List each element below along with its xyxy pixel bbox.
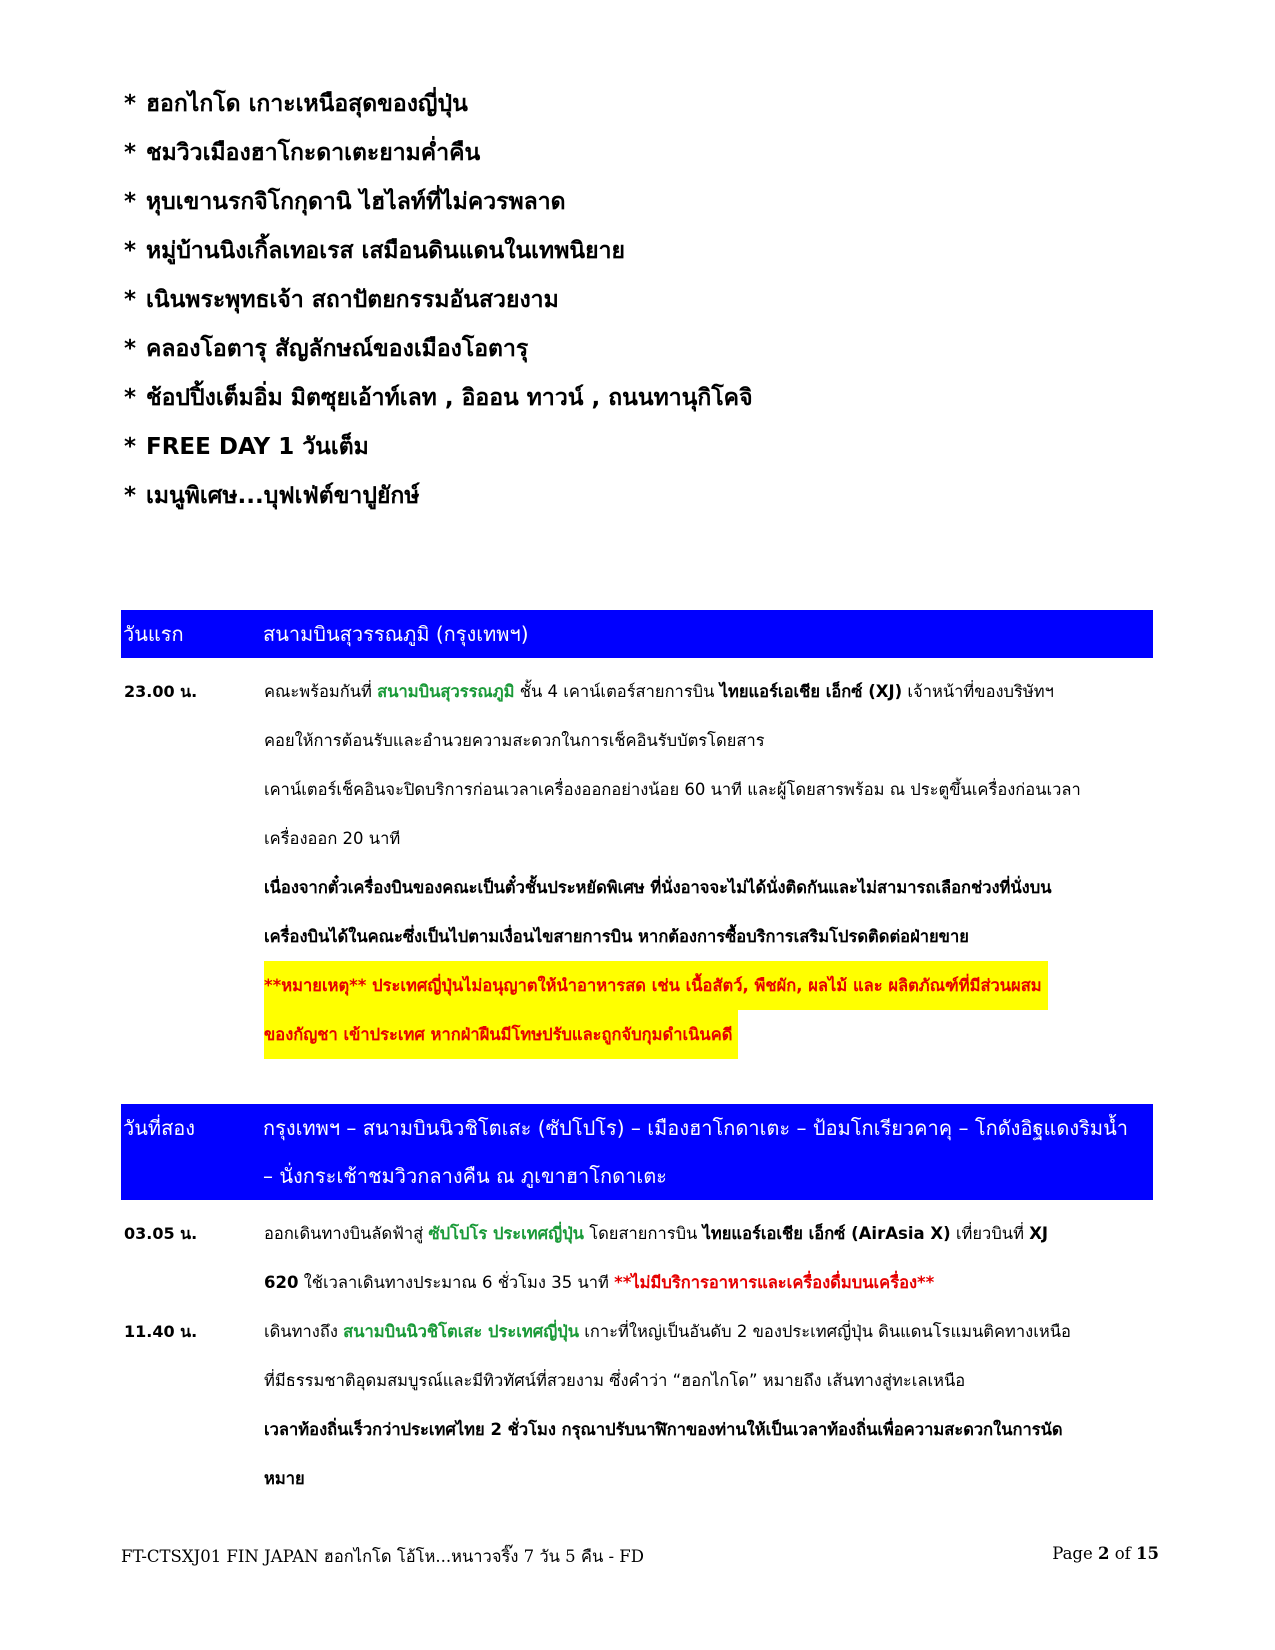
remark-line: [264, 1010, 1154, 1059]
highlight-text: ชมวิวเมืองฮาโกะดาเตะยามค่ำคืน: [146, 140, 481, 166]
highlight-text: ช้อปปิ้งเต็มอิ่ม มิตซุยเอ้าท์เลท , อิออน ทาวน์ , ถนนทานุกิโคจิ: [146, 385, 753, 411]
timezone-notice-line: เวลาท้องถิ่นเร็วกว่าประเทศไทย 2 ชั่วโมง กรุณาปรับนาฬิกาของท่านให้เป็นเวลาท้องถิ่นเพื่อความสะดวกในการนัด: [264, 1420, 1063, 1439]
bullet-star: *: [124, 287, 137, 313]
footer-page-number: [1052, 1544, 1159, 1563]
bullet-star: *: [124, 189, 137, 215]
text-line: [264, 1209, 1154, 1258]
airline-name: ไทยแอร์เอเชีย เอ็กซ์ (XJ): [719, 682, 903, 701]
flight-code: XJ: [1029, 1224, 1049, 1243]
highlight-item: [124, 423, 1024, 472]
no-meal-notice: **ไม่มีบริการอาหารและเครื่องดื่มบนเครื่อง**: [614, 1273, 935, 1292]
seat-notice-line: เนื่องจากตั๋วเครื่องบินของคณะเป็นตั๋วชั้นประหยัดพิเศษ ที่นั่งอาจจะไม่ได้นั่งติดกันและไม่สามารถเลือกช่วงที่นั่งบน: [264, 878, 1052, 897]
bullet-star: *: [124, 336, 137, 362]
highlight-item: [124, 227, 1024, 276]
airport-name: สนามบินสุวรรณภูมิ: [377, 682, 515, 701]
highlight-text: เนินพระพุทธเจ้า สถาปัตยกรรมอันสวยงาม: [146, 287, 559, 313]
text-run: ชั้น 4 เคาน์เตอร์สายการบิน: [514, 682, 720, 701]
text-run: เกาะที่ใหญ่เป็นอันดับ 2 ของประเทศญี่ปุ่น ดินแดนโรแมนติคทางเหนือ: [579, 1322, 1071, 1341]
current-page: 2: [1098, 1544, 1110, 1563]
highlight-item: [124, 178, 1024, 227]
highlight-text: เมนูพิเศษ...บุฟเฟ่ต์ขาปูยักษ์: [146, 483, 420, 509]
highlight-text: FREE DAY 1 วันเต็ม: [146, 434, 369, 460]
text-line: ที่มีธรรมชาติอุดมสมบูรณ์และมีทิวทัศน์ที่สวยงาม ซึ่งคำว่า “ฮอกไกโด” หมายถึง เส้นทางสู่ทะเลเหนือ: [264, 1371, 966, 1390]
day2-arrival-description: [264, 1307, 1154, 1503]
day1-title: สนามบินสุวรรณภูมิ (กรุงเทพฯ): [263, 622, 529, 646]
highlights-list: [124, 80, 1024, 521]
text-run: เจ้าหน้าที่ของบริษัทฯ: [902, 682, 1054, 701]
remark-line: [264, 961, 1154, 1010]
day1-description: [264, 667, 1154, 1059]
day1-time: 23.00 น.: [124, 682, 198, 701]
of-word: of: [1109, 1544, 1137, 1563]
day2-header: [121, 1104, 1153, 1200]
airline-name: ไทยแอร์เอเชีย เอ็กซ์ (AirAsia X): [702, 1224, 951, 1243]
highlight-text: ฮอกไกโด เกาะเหนือสุดของญี่ปุ่น: [146, 91, 468, 117]
flight-number: 620: [264, 1273, 299, 1292]
highlight-item: [124, 129, 1024, 178]
text-line: [264, 667, 1154, 716]
text-run: โดยสายการบิน: [583, 1224, 703, 1243]
airport-name: สนามบินนิวชิโตเสะ ประเทศญี่ปุ่น: [343, 1322, 580, 1341]
text-line: [264, 1258, 1154, 1307]
highlight-item: [124, 325, 1024, 374]
seat-notice-line: เครื่องบินได้ในคณะซึ่งเป็นไปตามเงื่อนไขสายการบิน หากต้องการซื้อบริการเสริมโปรดติดต่อฝ่ายขาย: [264, 927, 969, 946]
highlight-item: [124, 472, 1024, 521]
highlight-item: [124, 80, 1024, 129]
day2-title-line1: กรุงเทพฯ – สนามบินนิวชิโตเสะ (ซัปโปโร) – เมืองฮาโกดาเตะ – ป้อมโกเรียวคาคุ – โกดังอิฐแดงริมน้ำ: [263, 1116, 1128, 1140]
text-line: [264, 1307, 1154, 1356]
day2-label: วันที่สอง: [123, 1116, 196, 1140]
text-line: เคาน์เตอร์เช็คอินจะปิดบริการก่อนเวลาเครื่องออกอย่างน้อย 60 นาที และผู้โดยสารพร้อม ณ ประตูขึ้นเครื่องก่อนเวลา: [264, 780, 1081, 799]
destination-name: ซัปโปโร ประเทศญี่ปุ่น: [428, 1224, 584, 1243]
footer-tour-code: FT-CTSXJ01 FIN JAPAN ฮอกไกโด โอ้โห...หนาวจริ๊ง 7 วัน 5 คืน - FD: [121, 1547, 644, 1566]
highlight-item: [124, 374, 1024, 423]
highlight-text: คลองโอตารุ สัญลักษณ์ของเมืองโอตารุ: [146, 336, 529, 362]
highlight-text: หมู่บ้านนิงเกิ้ลเทอเรส เสมือนดินแดนในเทพนิยาย: [146, 238, 625, 264]
page-word: Page: [1052, 1544, 1099, 1563]
highlighted-remark: ของกัญชา เข้าประเทศ หากฝ่าฝืนมีโทษปรับและถูกจับกุมดำเนินคดี: [264, 1010, 738, 1059]
bullet-star: *: [124, 140, 137, 166]
bullet-star: *: [124, 434, 137, 460]
day2-time-departure: 03.05 น.: [124, 1224, 198, 1243]
bullet-star: *: [124, 91, 137, 117]
day1-header: [121, 610, 1153, 658]
highlighted-remark: **หมายเหตุ** ประเทศญี่ปุ่นไม่อนุญาตให้นำอาหารสด เช่น เนื้อสัตว์, พืชผัก, ผลไม้ และ ผลิตภัณฑ์ที่มีส่วนผสม: [264, 961, 1048, 1010]
text-run: ออกเดินทางบินลัดฟ้าสู่: [264, 1224, 429, 1243]
text-run: เดินทางถึง: [264, 1322, 344, 1341]
day2-departure-description: [264, 1209, 1154, 1307]
text-run: ใช้เวลาเดินทางประมาณ 6 ชั่วโมง 35 นาที: [298, 1273, 615, 1292]
day1-label: วันแรก: [123, 622, 184, 646]
day2-time-arrival: 11.40 น.: [124, 1322, 198, 1341]
highlight-text: หุบเขานรกจิโกกุดานิ ไฮไลท์ที่ไม่ควรพลาด: [146, 189, 566, 215]
text-line: เครื่องออก 20 นาที: [264, 829, 401, 848]
text-run: คณะพร้อมกันที่: [264, 682, 378, 701]
text-run: เที่ยวบินที่: [950, 1224, 1030, 1243]
timezone-notice-line: หมาย: [264, 1469, 305, 1488]
bullet-star: *: [124, 483, 137, 509]
total-pages: 15: [1136, 1544, 1159, 1563]
text-line: คอยให้การต้อนรับและอำนวยความสะดวกในการเช็คอินรับบัตรโดยสาร: [264, 731, 765, 750]
day2-title-line2: – นั่งกระเช้าชมวิวกลางคืน ณ ภูเขาฮาโกดาเตะ: [263, 1164, 667, 1188]
highlight-item: [124, 276, 1024, 325]
bullet-star: *: [124, 385, 137, 411]
bullet-star: *: [124, 238, 137, 264]
